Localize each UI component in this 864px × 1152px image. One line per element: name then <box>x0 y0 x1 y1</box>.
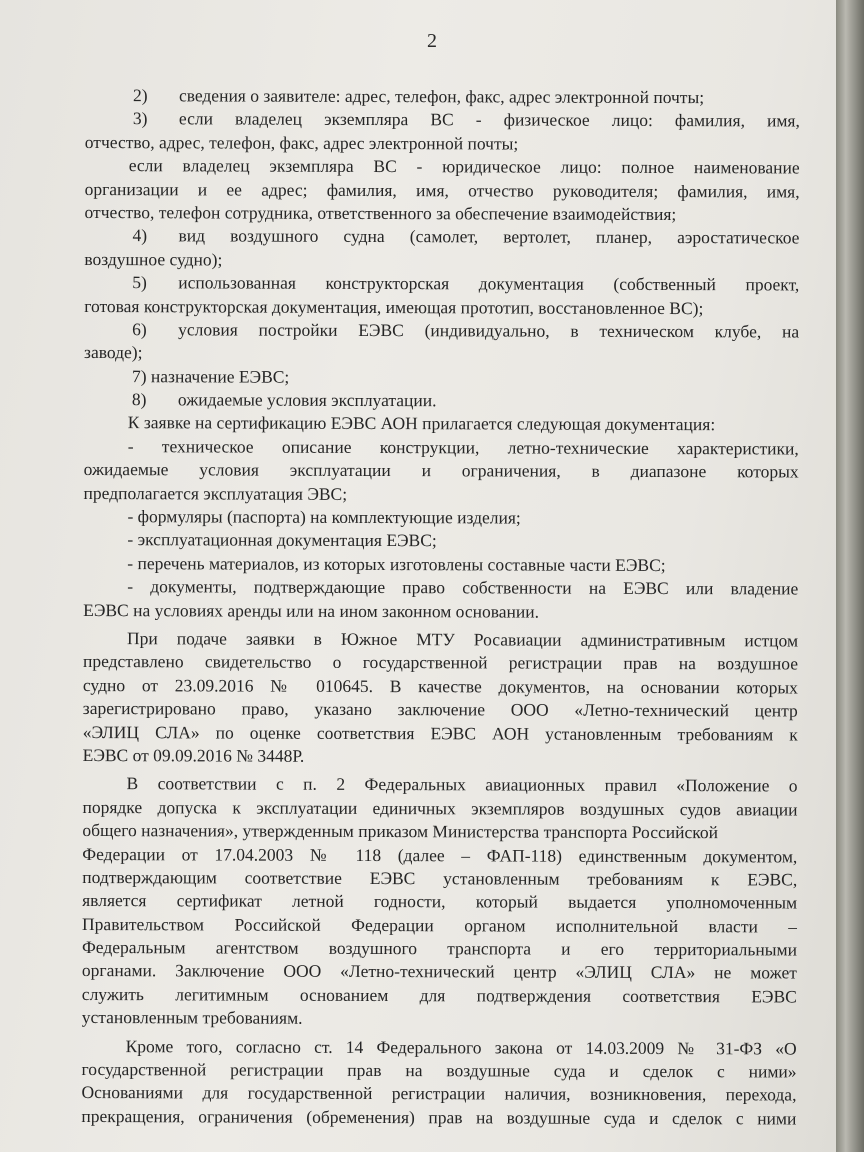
line-text: порядке допуска к эксплуатации единичных экземпляров воздушных судов авиации <box>82 796 798 820</box>
line-text: Правительством Российской Федерации органом исполнительной власти – <box>82 913 798 937</box>
line-text: зарегистрировано право, указано заключение ООО «Летно-технический центр <box>82 698 798 721</box>
line-text: - техническое описание конструкции, летно-технические характеристики, <box>127 436 799 459</box>
text-line <box>82 983 797 1009</box>
text-line <box>82 959 797 985</box>
text-line <box>83 627 798 653</box>
text-line <box>85 178 800 204</box>
line-text: К заявке на сертификацию ЕЭВС АОН прилагается следующая документация: <box>127 412 716 435</box>
list-number: 4) <box>132 225 148 246</box>
line-text: ожидаемые условия эксплуатации. <box>177 389 437 411</box>
text-line <box>82 936 797 962</box>
line-text: предполагается эксплуатация ЭВС; <box>83 482 348 504</box>
line-text: условия постройки ЕЭВС (индивидуально, в техническом клубе, на <box>178 319 800 342</box>
list-number: 8) <box>131 389 147 410</box>
text-line <box>84 271 799 297</box>
text-line <box>83 772 798 798</box>
text-line <box>84 365 799 391</box>
line-text: воздушное судно); <box>84 248 223 270</box>
text-line <box>82 819 797 845</box>
text-line <box>85 84 800 110</box>
text-line <box>82 796 797 822</box>
text-line <box>84 224 799 250</box>
line-text: ЕЭВС на условиях аренды или на ином законном основании. <box>83 599 540 622</box>
text-line <box>83 552 798 578</box>
text-line <box>83 744 798 770</box>
text-line <box>83 721 798 747</box>
text-line <box>82 866 797 892</box>
line-text: судно от 23.09.2016 № 010645. В качестве документов, на основании которых <box>82 674 798 698</box>
line-text: - эксплуатационная документация ЕЭВС; <box>127 529 437 551</box>
text-line <box>84 318 799 344</box>
line-text: установленным требованиям. <box>81 1007 303 1028</box>
line-text: - документы, подтверждающие право собственности на ЕЭВС или владение <box>127 576 799 599</box>
text-line <box>83 599 798 625</box>
line-text: ожидаемые условия эксплуатации и ограничения, в диапазоне которых <box>83 459 799 482</box>
text-line <box>85 201 800 227</box>
line-text: - формуляры (паспорта) на комплектующие изделия; <box>127 506 521 528</box>
line-text: общего назначения», утвержденным приказом Министерства транспорта Российской <box>82 820 719 843</box>
line-text: если владелец экземпляра ВС - юридическое лицо: полное наименование <box>128 155 800 178</box>
text-line <box>82 1006 797 1032</box>
line-text: использованная конструкторская документация (собственный проект, <box>178 272 800 295</box>
list-number: 3) <box>132 108 148 129</box>
text-line <box>83 697 798 723</box>
text-line <box>84 388 799 414</box>
text-line <box>82 913 797 939</box>
list-number: 2) <box>132 85 148 106</box>
line-text: отчество, телефон сотрудника, ответственного за обеспечение взаимодействия; <box>84 201 677 225</box>
line-text: Кроме того, согласно ст. 14 Федерального закона от 14.03.2009 № 31-ФЗ «О <box>125 1035 797 1059</box>
text-line <box>82 842 797 868</box>
text-line <box>84 295 799 321</box>
text-line <box>84 248 799 274</box>
line-text: отчество, адрес, телефон, факс, адрес электронной почты; <box>84 131 519 154</box>
text-line <box>84 482 799 508</box>
line-text: заводе); <box>84 342 143 363</box>
line-text: ЕЭВС от 09.09.2016 № 3448Р. <box>82 744 305 766</box>
text-line <box>82 1058 797 1084</box>
text-line <box>83 650 798 676</box>
line-text: если владелец экземпляра ВС - физическое лицо: фамилия, имя, <box>178 108 800 131</box>
text-line <box>83 505 798 531</box>
line-text: Основаниями для государственной регистрации наличия, возникновения, перехода, <box>81 1082 797 1105</box>
line-text: - перечень материалов, из которых изготовлены составные части ЕЭВС; <box>127 552 666 575</box>
line-text: прекращения, ограничения (обременения) прав на воздушные суда и сделок с ними <box>81 1105 797 1129</box>
line-text: служить легитимным основанием для подтверждения соответствия ЕЭВС <box>81 983 797 1007</box>
text-line <box>81 1105 796 1131</box>
text-line <box>83 575 798 601</box>
text-line <box>85 154 800 180</box>
text-line <box>82 889 797 915</box>
page-stack-edge <box>836 0 864 1152</box>
page-number: 2 <box>427 30 437 52</box>
text-line <box>84 341 799 367</box>
line-text: вид воздушного судна (самолет, вертолет, планер, аэростатическое <box>178 225 800 248</box>
line-text: представлено свидетельство о государственной регистрации прав на воздушное <box>82 651 799 674</box>
line-text: «ЭЛИЦ СЛА» по оценке соответствия ЕЭВС АОН установленным требованиям к <box>82 721 798 745</box>
text-line <box>82 1035 797 1061</box>
text-line <box>84 458 799 484</box>
list-number: 5) <box>132 272 147 293</box>
text-line <box>85 131 800 157</box>
text-line <box>83 528 798 554</box>
line-text: 7) назначение ЕЭВС; <box>131 365 290 387</box>
document-body <box>81 84 800 1131</box>
line-text: является сертификат летной годности, который выдается уполномоченным <box>82 890 798 913</box>
text-line <box>85 107 800 133</box>
list-number: 6) <box>132 319 147 340</box>
line-text: подтверждающим соответствие ЕЭВС установленным требованиям к ЕЭВС, <box>82 866 798 890</box>
line-text: При подаче заявки в Южное МТУ Росавиации административным истцом <box>127 628 799 651</box>
line-text: В соответствии с п. 2 Федеральных авиационных правил «Положение о <box>126 773 798 796</box>
line-text: государственной регистрации прав на воздушные суда и сделок с ними» <box>81 1059 797 1082</box>
line-text: Федерации от 17.04.2003 № 118 (далее – ФАП-118) единственным документом, <box>82 843 798 866</box>
line-text: Федеральным агентством воздушного транспорта и его территориальными <box>81 937 798 960</box>
text-line <box>84 435 799 461</box>
line-text: готовая конструкторская документация, имеющая прототип, восстановленное ВС); <box>84 295 704 318</box>
text-line <box>81 1081 796 1107</box>
line-text: организации и ее адрес; фамилия, имя, отчество руководителя; фамилия, имя, <box>84 178 800 202</box>
line-text: сведения о заявителе: адрес, телефон, факс, адрес электронной почты; <box>178 85 705 108</box>
text-line <box>83 674 798 700</box>
text-line <box>84 411 799 437</box>
line-text: органами. Заключение ООО «Летно-технический центр «ЭЛИЦ СЛА» не может <box>81 960 797 983</box>
